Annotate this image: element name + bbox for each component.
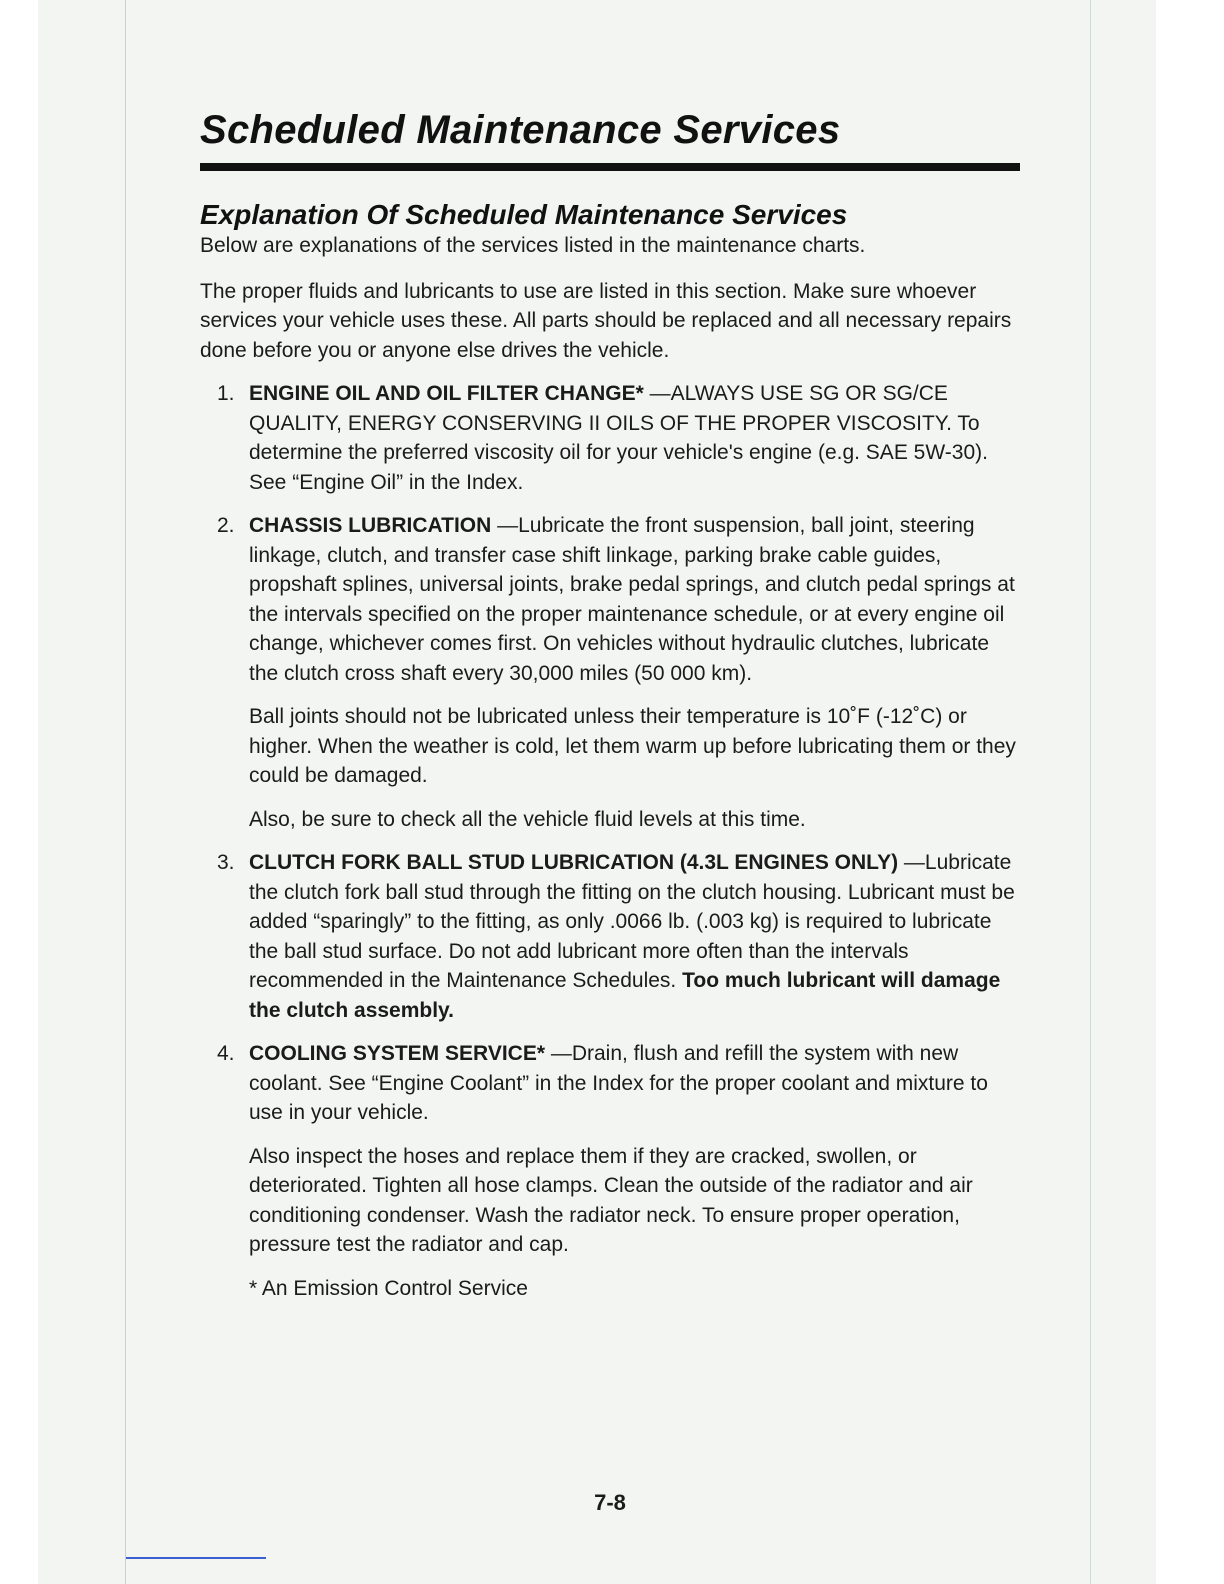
item-text (249, 511, 1020, 688)
item-heading: CHASSIS LUBRICATION (249, 514, 492, 537)
left-margin (0, 0, 38, 1584)
footnote: * An Emission Control Service (249, 1276, 528, 1300)
maintenance-list (200, 379, 1020, 1260)
item-warning: Too much lubricant will damage the clutch assembly. (249, 969, 1001, 1022)
page-content (200, 105, 1020, 1303)
page-title: Scheduled Maintenance Services (200, 108, 841, 152)
bottom-link-underline[interactable] (126, 1557, 266, 1559)
list-item (200, 1039, 1020, 1260)
item-body: —Drain, flush and refill the system with new coolant. See “Engine Coolant” in the Index for the proper coolant and mixture to use in your vehicle. (249, 1042, 988, 1124)
item-text (249, 379, 1020, 497)
title-rule (200, 163, 1020, 171)
item-number: 3. (217, 851, 235, 874)
list-item (200, 511, 1020, 834)
page-edge-left (125, 0, 126, 1584)
item-heading: CLUTCH FORK BALL STUD LUBRICATION (4.3L ENGINES ONLY) (249, 851, 899, 874)
item-number: 2. (217, 514, 235, 537)
intro-paragraph-2: The proper fluids and lubricants to use are listed in this section. Make sure whoever services your vehicle uses these. All parts should be replaced and all necessary repairs done before you or anyone else drives the vehicle. (200, 279, 1012, 362)
item-body: —Lubricate the clutch fork ball stud through the fitting on the clutch housing. Lubricant must be added “sparingly” to the fitting, as only .0066 lb. (.003 kg) is required to lubricate the ball stud surface. Do not add lubricant more often than the intervals recommended in the Maintenance Schedules. (249, 851, 1015, 992)
item-body: —Lubricate the front suspension, ball joint, steering linkage, clutch, and transfer case shift linkage, parking brake cable guides, propshaft splines, universal joints, brake pedal springs, and clutch pedal springs at the intervals specified on the proper maintenance schedule, or at every engine oil change, whichever comes first. On vehicles without hydraulic clutches, lubricate the clutch cross shaft every 30,000 miles (50 000 km). (249, 514, 1015, 685)
list-item (200, 379, 1020, 497)
section-title: Explanation Of Scheduled Maintenance Services (200, 199, 848, 230)
item-note: Also inspect the hoses and replace them if they are cracked, swollen, or deteriorated. Tighten all hose clamps. Clean the outside of the radiator and air conditioning condenser. Wash the radiator neck. To ensure proper operation, pressure test the radiator and cap. (249, 1144, 973, 1256)
item-heading: COOLING SYSTEM SERVICE* (249, 1042, 545, 1065)
item-heading: ENGINE OIL AND OIL FILTER CHANGE* (249, 382, 644, 405)
list-item (200, 848, 1020, 1025)
item-text (249, 1039, 1020, 1128)
item-note: Also, be sure to check all the vehicle fluid levels at this time. (249, 807, 806, 831)
page-edge-right (1090, 0, 1091, 1584)
page-number: 7-8 (594, 1490, 626, 1515)
item-number: 1. (217, 382, 235, 405)
intro-paragraph: Below are explanations of the services listed in the maintenance charts. (200, 234, 866, 257)
item-number: 4. (217, 1042, 235, 1065)
item-note: Ball joints should not be lubricated unless their temperature is 10˚F (-12˚C) or higher. When the weather is cold, let them warm up before lubricating them or they could be damaged. (249, 705, 1016, 787)
item-text (249, 848, 1020, 1025)
item-body: —ALWAYS USE SG OR SG/CE QUALITY, ENERGY CONSERVING II OILS OF THE PROPER VISCOSITY. To determine the preferred viscosity oil for your vehicle's engine (e.g. SAE 5W-30). See “Engine Oil” in the Index. (249, 382, 988, 494)
right-margin (1156, 0, 1224, 1584)
